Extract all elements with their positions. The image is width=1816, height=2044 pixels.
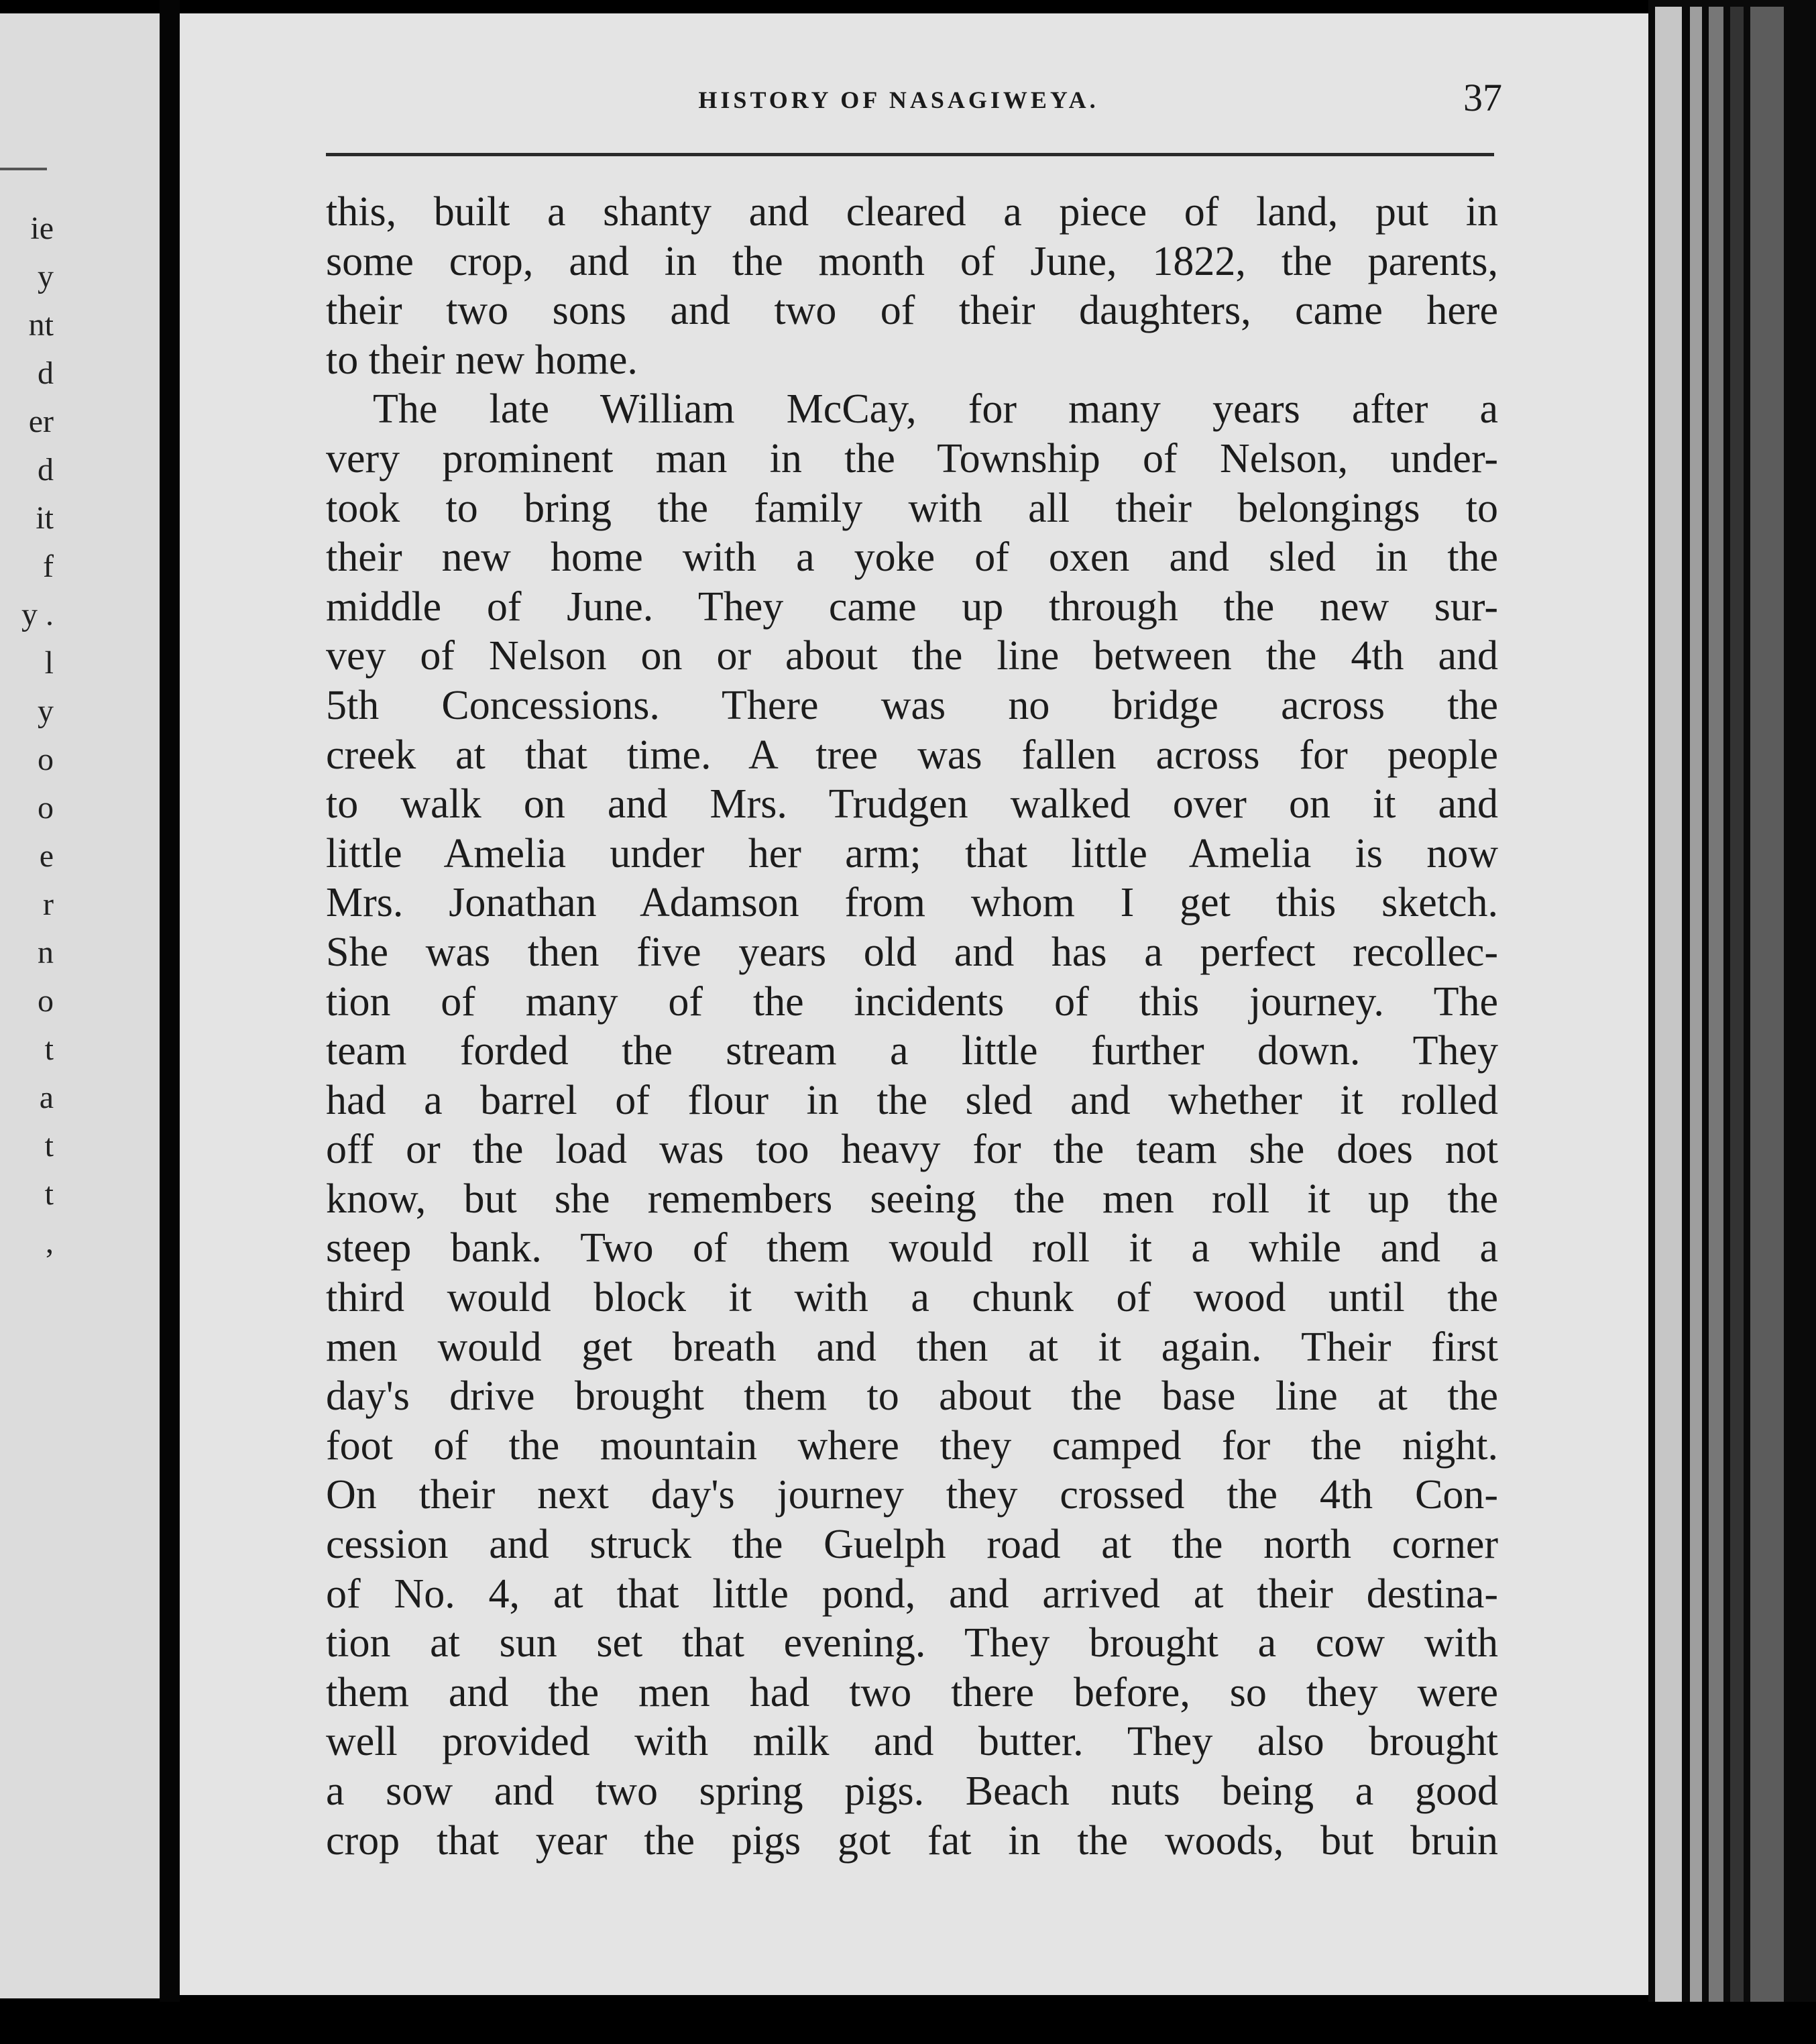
text-line: tion of many of the incidents of this journey. The <box>326 978 1498 1025</box>
page-edge-strip <box>1750 7 1784 2019</box>
left-fragment: l <box>44 645 54 681</box>
text-line: team forded the stream a little further down. They <box>326 1028 1498 1074</box>
text-line: On their next day's journey they crossed the 4th Con- <box>326 1472 1498 1518</box>
page-edge-strip <box>1690 7 1702 2019</box>
paragraph-start-line: The late William McCay, for many years after a <box>373 386 1498 433</box>
text-line: their two sons and two of their daughters, came here <box>326 288 1498 334</box>
text-line: took to bring the family with all their belongings to <box>326 485 1498 531</box>
text-line: cession and struck the Guelph road at the north corner <box>326 1522 1498 1568</box>
previous-page-edge <box>0 13 168 1998</box>
text-line: of No. 4, at that little pond, and arrived at their destina- <box>326 1571 1498 1617</box>
text-line: men would get breath and then at it again. Their first <box>326 1324 1498 1370</box>
left-fragment: nt <box>28 307 54 343</box>
left-fragment: t <box>44 1128 54 1163</box>
text-line: 5th Concessions. There was no bridge across the <box>326 682 1498 728</box>
left-fragment: , <box>46 1225 54 1260</box>
left-fragment: o <box>38 983 54 1019</box>
text-line: to walk on and Mrs. Trudgen walked over on it and <box>326 781 1498 828</box>
text-line: third would block it with a chunk of wood until the <box>326 1275 1498 1321</box>
text-line: She was then five years old and has a perfect recollec- <box>326 929 1498 975</box>
left-fragment: a <box>39 1080 54 1115</box>
left-fragment: d <box>38 452 54 488</box>
text-line: creek at that time. A tree was fallen across for people <box>326 732 1498 778</box>
text-line: middle of June. They came up through the new sur- <box>326 583 1498 630</box>
page-number: 37 <box>1463 76 1502 119</box>
text-line: off or the load was too heavy for the team she does not <box>326 1127 1498 1173</box>
text-line: crop that year the pigs got fat in the woods, but bruin <box>326 1817 1498 1864</box>
text-line: steep bank. Two of them would roll it a while and a <box>326 1225 1498 1271</box>
header-rule <box>326 153 1494 156</box>
book-gutter <box>160 0 180 2044</box>
left-fragment: y <box>38 259 54 294</box>
left-fragment: e <box>39 838 54 874</box>
text-line: some crop, and in the month of June, 1822, the parents, <box>326 238 1498 284</box>
page-edge-strip <box>1709 7 1723 2019</box>
left-fragment: y <box>38 693 54 729</box>
text-line: their new home with a yoke of oxen and sled in the <box>326 534 1498 581</box>
left-fragment: er <box>28 404 54 439</box>
left-fragment: y . <box>21 597 54 632</box>
previous-page-rule <box>0 168 47 170</box>
text-line: a sow and two spring pigs. Beach nuts being a good <box>326 1768 1498 1814</box>
page-edge-strip <box>1730 7 1744 2019</box>
text-line: well provided with milk and butter. They also brought <box>326 1719 1498 1765</box>
left-fragment: o <box>38 742 54 777</box>
text-line: them and the men had two there before, so they were <box>326 1669 1498 1715</box>
left-fragment: d <box>38 355 54 391</box>
text-line: little Amelia under her arm; that little Amelia is now <box>326 830 1498 876</box>
text-line: this, built a shanty and cleared a piece of land, put in <box>326 189 1498 235</box>
previous-page-text-fragments <box>0 205 60 1267</box>
text-line: to their new home. <box>326 337 638 383</box>
left-fragment: f <box>43 549 54 584</box>
scan-bottom-border <box>0 2002 1816 2044</box>
left-fragment: t <box>44 1031 54 1067</box>
left-fragment: t <box>44 1176 54 1212</box>
text-line: vey of Nelson on or about the line between the 4th and <box>326 633 1498 679</box>
text-line: know, but she remembers seeing the men roll it up the <box>326 1176 1498 1222</box>
text-line: tion at sun set that evening. They brought a cow with <box>326 1620 1498 1666</box>
left-fragment: it <box>36 500 54 536</box>
left-fragment: n <box>38 935 54 970</box>
left-fragment: r <box>43 887 54 922</box>
page-body-text <box>326 188 1498 1866</box>
left-fragment: ie <box>30 211 54 246</box>
running-title: HISTORY OF NASAGIWEYA. <box>698 87 1099 113</box>
text-line: day's drive brought them to about the base line at the <box>326 1373 1498 1420</box>
text-line: Mrs. Jonathan Adamson from whom I get this sketch. <box>326 880 1498 926</box>
left-fragment: o <box>38 790 54 826</box>
page-edge-strip <box>1655 7 1682 2019</box>
text-line: foot of the mountain where they camped for the night. <box>326 1422 1498 1469</box>
text-line: had a barrel of flour in the sled and whether it rolled <box>326 1077 1498 1123</box>
text-line: very prominent man in the Township of Nelson, under- <box>326 435 1498 481</box>
